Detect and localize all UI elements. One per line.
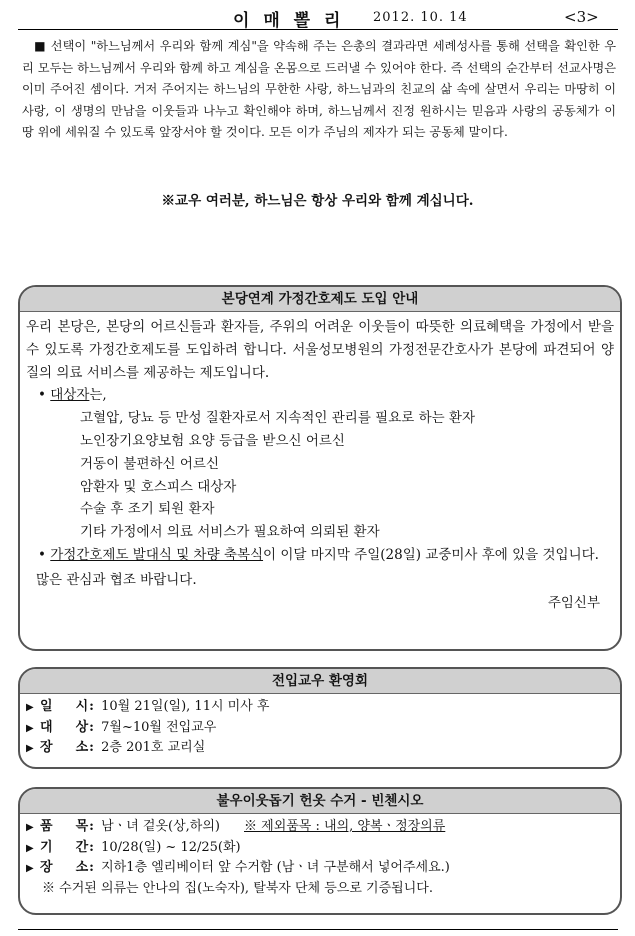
homecare-title: 본당연계 가정간호제도 도입 안내: [20, 287, 620, 312]
list-item: 고혈압, 당뇨 등 만성 질환자로서 지속적인 관리를 필요로 하는 환자: [80, 410, 476, 427]
info-row-items: ▶ 품 목 : 남ㆍ녀 겉옷(상,하의) ※ 제외품목 : 내의, 양복ㆍ정장의류: [26, 817, 614, 838]
row-label: 대: [40, 719, 54, 735]
triangle-right-icon: ▶: [26, 842, 34, 854]
info-row-period: ▶ 기 간 : 10/28(일) ~ 12/25(화): [26, 838, 614, 859]
target-label: 대상자: [50, 387, 90, 404]
clothing-title: 불우이웃돕기 헌옷 수거 - 빈첸시오: [20, 789, 620, 814]
intro-paragraph: ■ 선택이 "하느님께서 우리와 함께 계심"을 약속해 주는 은총의 결과라면 세례성사를 통해 선택을 확인한 우리 모두는 하느님께서 우리와 함께 하고 계심을 온몸으로 드러낼 수 있어야 한다. 즉 선택의 순간부터 선교사명은 이미 주어진 셈이다. 거저 주어지는 하느님의 무한한 사랑, 하느님과의 친교의 삶 속에 살면서 우리는 마땅히 이 사랑, 이 생명의 만남을 이웃들과 나누고 확인해야 하며, 하느님께서 진정 원하시는 믿음과 사랑의 공동체가 이 땅 위에 세워질 수 있도록 앞장서야 할 것이다. 모든 이가 주님의 제자가 되는 공동체 말이다.: [22, 39, 616, 140]
row-label: 소: [75, 860, 90, 875]
row-label: 소: [75, 740, 90, 755]
list-item: 노인장기요양보험 요양 등급을 받으신 어르신: [80, 432, 345, 449]
greeting-line: ※교우 여러분, 하느님은 항상 우리와 함께 계십니다.: [161, 193, 474, 209]
row-label: 간: [75, 839, 90, 855]
row-label: 품: [40, 819, 54, 834]
header-divider: [18, 29, 618, 30]
ceremony-text: 이 이달 마지막 주일(28일) 교중미사 후에 있을 것입니다.: [263, 546, 599, 563]
triangle-right-icon: ▶: [26, 822, 34, 833]
clothing-body: [20, 814, 620, 898]
page-header: [18, 6, 618, 30]
list-item: 거동이 불편하신 어르신: [80, 455, 219, 472]
row-value: 7월~10월 전입교우: [101, 719, 217, 735]
row-label: 장: [40, 860, 54, 875]
clothing-drive-box: [18, 787, 622, 915]
donation-note: ※ 수거된 의류는 안나의 집(노숙자), 탈북자 단체 등으로 기증됩니다.: [42, 880, 433, 896]
signature: 주임신부: [547, 594, 600, 611]
target-list: [80, 407, 614, 544]
row-label: 장: [40, 740, 54, 755]
homecare-body: [20, 312, 620, 614]
row-label: 상: [75, 719, 90, 735]
homecare-description: 우리 본당은, 본당의 어르신들과 환자들, 주위의 어려운 이웃들이 따뜻한 의료혜택을 가정에서 받을 수 있도록 가정간호제도를 도입하려 합니다. 서울성모병원의 가정전문간호사가 본당에 파견되어 양질의 의료 서비스를 제공하는 제도입니다.: [26, 319, 614, 381]
triangle-right-icon: ▶: [26, 722, 34, 734]
welcome-body: [20, 694, 620, 759]
ceremony-label: 가정간호제도 발대식 및 차량 축복식: [50, 546, 264, 563]
info-row-target: ▶ 대 상 : 7월~10월 전입교우: [26, 718, 614, 739]
row-label: 목: [75, 819, 90, 834]
triangle-right-icon: ▶: [26, 863, 34, 874]
target-heading: [38, 384, 614, 407]
list-item: 암환자 및 호스피스 대상자: [80, 478, 237, 495]
info-row-place: ▶ 장 소 : 지하1층 엘리베이터 앞 수거함 (남ㆍ녀 구분해서 넣어주세요.): [26, 858, 614, 879]
row-label: 일: [40, 699, 54, 714]
bullet-icon: •: [38, 546, 46, 563]
intro-section: [22, 36, 616, 144]
row-value: 10월 21일(일), 11시 미사 후: [101, 699, 270, 714]
excluded-items: ※ 제외품목 : 내의, 양복ㆍ정장의류: [244, 819, 446, 834]
row-value: 2층 201호 교리실: [101, 740, 206, 755]
homecare-notice-box: [18, 285, 622, 651]
list-item: 기타 가정에서 의료 서비스가 필요하여 의뢰된 환자: [80, 524, 380, 541]
row-value: 남ㆍ녀 겉옷(상,하의): [101, 819, 220, 834]
ceremony-notice: [26, 544, 614, 567]
info-row-time: ▶ 일 시 : 10월 21일(일), 11시 미사 후: [26, 697, 614, 718]
welcome-notice-box: [18, 667, 622, 769]
welcome-title: 전입교우 환영회: [20, 669, 620, 694]
row-value: 지하1층 엘리베이터 앞 수거함 (남ㆍ녀 구분해서 넣어주세요.): [101, 860, 450, 875]
triangle-right-icon: ▶: [26, 702, 34, 713]
row-label: 기: [40, 839, 54, 855]
triangle-right-icon: ▶: [26, 743, 34, 754]
closing-remark: 많은 관심과 협조 바랍니다.: [36, 571, 197, 588]
page-number: <3>: [564, 8, 599, 26]
target-suffix: 는,: [89, 387, 107, 404]
info-row-place: ▶ 장 소 : 2층 201호 교리실: [26, 738, 614, 759]
list-item: 수술 후 조기 퇴원 환자: [80, 501, 215, 518]
newsletter-title: 이 매 뽈 리: [233, 11, 345, 31]
row-value: 10/28(일) ~ 12/25(화): [101, 839, 241, 855]
footer-divider: [18, 929, 618, 930]
row-label: 시: [75, 699, 90, 714]
issue-date: 2012. 10. 14: [373, 10, 468, 25]
bullet-icon: •: [38, 387, 46, 404]
